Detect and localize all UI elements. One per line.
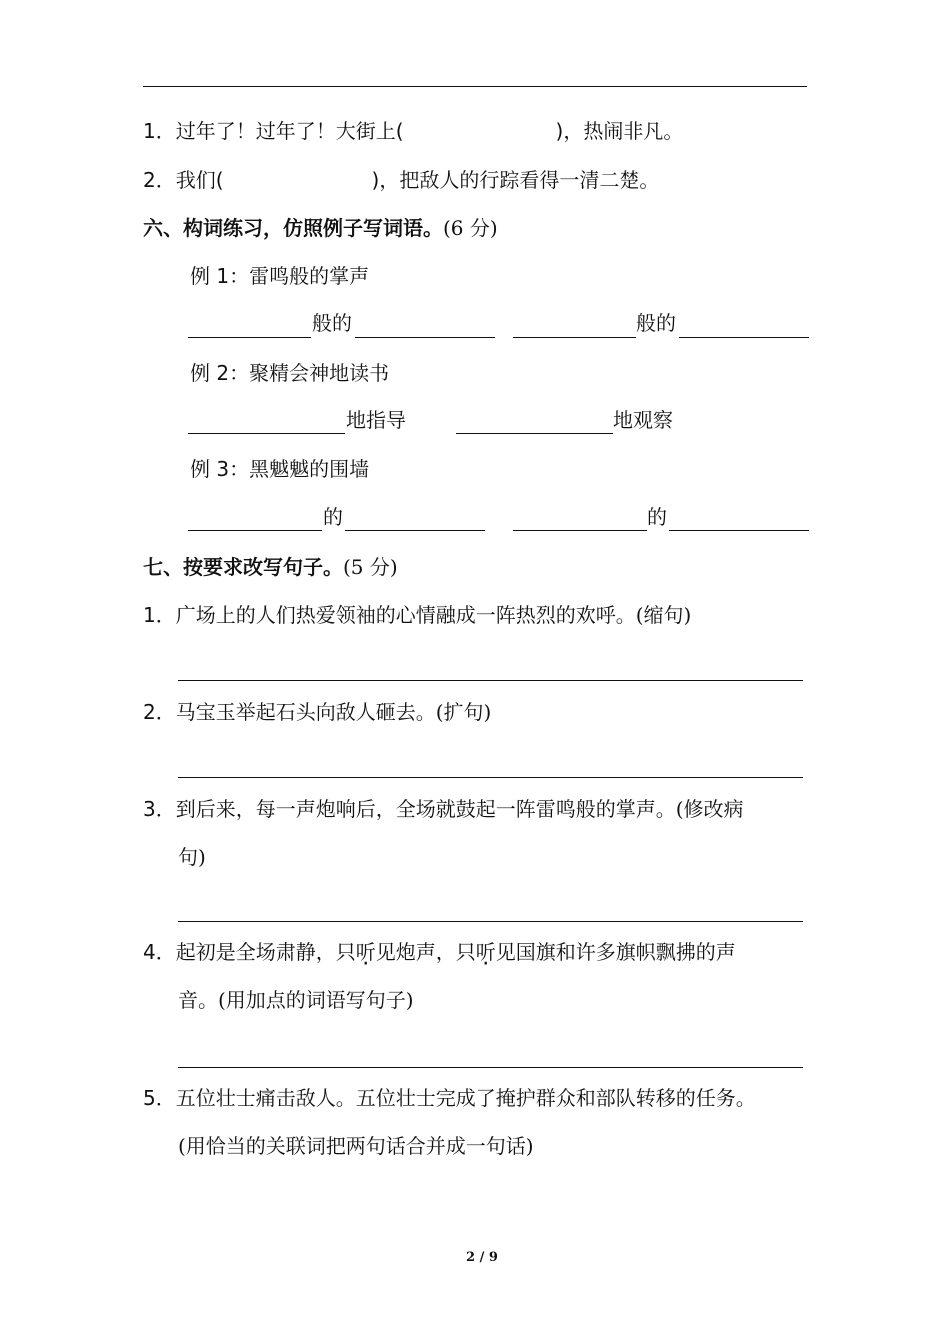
- question-text: 马宝玉举起石头向敌人砸去。: [175, 700, 436, 724]
- fill-suffix: 的: [647, 505, 667, 529]
- question-requirement-cont: 句): [178, 845, 206, 869]
- answer-blank[interactable]: [188, 337, 311, 338]
- question-text: 炮声，: [395, 940, 456, 964]
- fill-item-2: [143, 168, 659, 192]
- top-divider: [143, 86, 807, 87]
- example-2: 例 2：聚精会神地读书: [190, 361, 390, 385]
- fill-suffix: 般的: [312, 311, 352, 335]
- question-text: 广场上的人们热爱领袖的心情融成一阵热烈的欢呼。: [175, 603, 636, 627]
- question-5: [143, 1086, 756, 1110]
- answer-blank[interactable]: [456, 433, 613, 434]
- question-1: [143, 603, 691, 627]
- question-requirement: (扩句): [435, 700, 492, 724]
- fill-suffix: 的: [323, 505, 343, 529]
- question-requirement: (用恰当的关联词把两句话合并成一句话): [178, 1134, 534, 1158]
- answer-line[interactable]: [178, 680, 803, 681]
- example-3: 例 3：黑魆魆的围墙: [190, 457, 370, 481]
- answer-blank[interactable]: [188, 433, 345, 434]
- question-number: 1．: [143, 603, 176, 627]
- question-text: 音。: [178, 988, 218, 1012]
- example-1: 例 1：雷鸣般的掌声: [190, 264, 370, 288]
- item-number: 1．: [143, 119, 176, 143]
- item-text-before: 我们(: [175, 168, 224, 192]
- question-requirement: (修改病: [675, 797, 744, 821]
- question-text: 起初是全场肃静，: [175, 940, 336, 964]
- section7-heading: [143, 555, 398, 579]
- question-text: 五位壮士痛击敌人。五位壮士完成了掩护群众和部队转移的任务。: [175, 1086, 756, 1110]
- answer-blank[interactable]: [669, 530, 809, 531]
- question-number: 3．: [143, 797, 176, 821]
- question-number: 2．: [143, 700, 176, 724]
- answer-blank[interactable]: [513, 337, 636, 338]
- item-text-before: 过年了！过年了！大街上(: [175, 119, 404, 143]
- answer-line[interactable]: [178, 1067, 803, 1068]
- question-4: [143, 940, 736, 964]
- question-requirement: (用加点的词语写句子): [218, 988, 414, 1012]
- fill-suffix: 地观察: [613, 408, 673, 432]
- question-requirement: (缩句): [635, 603, 692, 627]
- item-text-after: )，热闹非凡。: [555, 119, 684, 143]
- answer-blank[interactable]: [355, 337, 495, 338]
- dotted-word: 只听见: [335, 940, 396, 964]
- answer-line[interactable]: [178, 777, 803, 778]
- question-4-cont: [178, 988, 414, 1012]
- answer-blank[interactable]: [188, 530, 322, 531]
- answer-blank[interactable]: [679, 337, 809, 338]
- fill-suffix: 地指导: [346, 408, 406, 432]
- answer-blank[interactable]: [513, 530, 647, 531]
- fill-item-1: [143, 119, 683, 143]
- question-3: [143, 797, 744, 821]
- section6-title: 六、构词练习，仿照例子写词语。: [143, 216, 443, 240]
- page-number: 2 / 9: [466, 1250, 498, 1265]
- section7-title: 七、按要求改写句子。: [143, 555, 343, 579]
- question-text: 到后来，每一声炮响后，全场就鼓起一阵雷鸣般的掌声。: [175, 797, 676, 821]
- answer-blank[interactable]: [345, 530, 485, 531]
- item-number: 2．: [143, 168, 176, 192]
- section7-score: (5 分): [343, 555, 398, 579]
- question-2: [143, 700, 491, 724]
- question-text: 国旗和许多旗帜飘拂的声: [515, 940, 736, 964]
- fill-suffix: 般的: [636, 311, 676, 335]
- answer-line[interactable]: [178, 921, 803, 922]
- item-text-after: )，把敌人的行踪看得一清二楚。: [371, 168, 660, 192]
- dotted-word: 只听见: [455, 940, 516, 964]
- section6-heading: [143, 216, 498, 240]
- question-number: 4．: [143, 940, 176, 964]
- question-number: 5．: [143, 1086, 176, 1110]
- section6-score: (6 分): [443, 216, 498, 240]
